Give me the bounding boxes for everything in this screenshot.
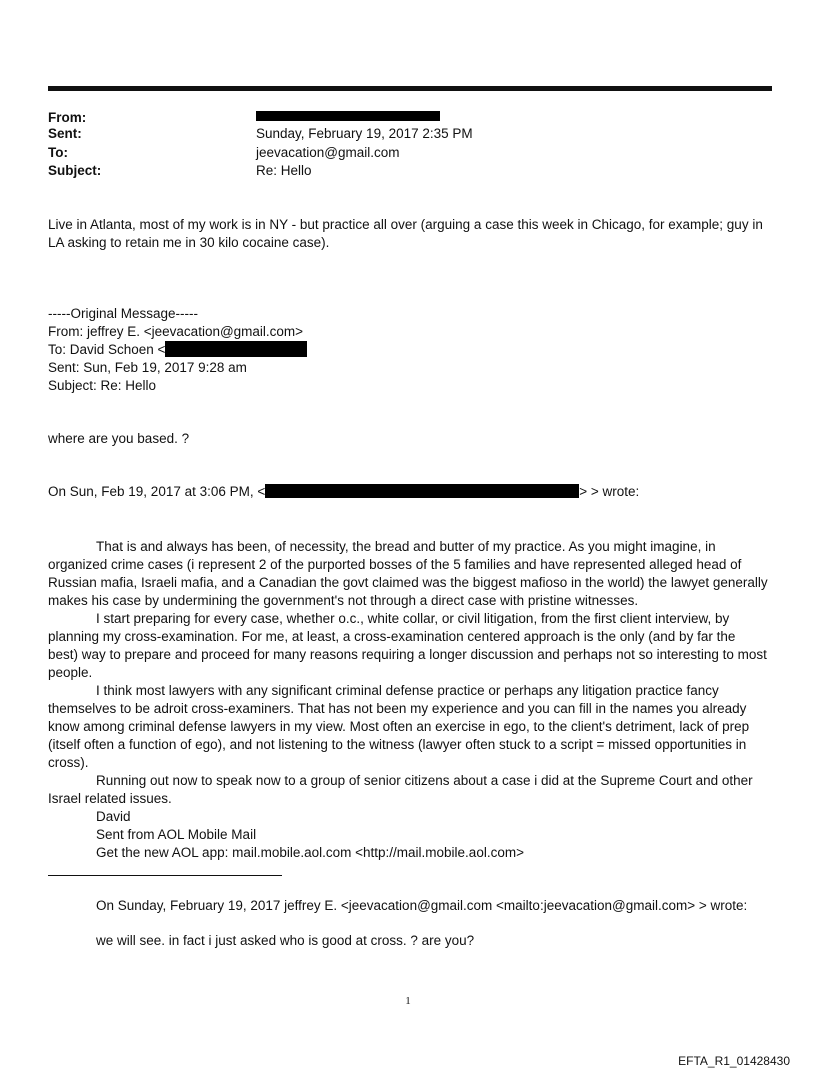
quote-line: Russian mafia, Israeli mafia, and a Canadian the govt claimed was the biggest mafioso in the world) the lawyet generally (48, 575, 768, 590)
original-body (48, 430, 770, 448)
quote-line: cross). (48, 755, 89, 770)
bates-number: EFTA_R1_01428430 (678, 1054, 790, 1068)
original-from: From: jeffrey E. <jeevacation@gmail.com> (48, 324, 304, 339)
nested-quote-intro (48, 897, 770, 915)
sent-value: Sunday, February 19, 2017 2:35 PM (256, 126, 473, 141)
original-to-redaction (165, 341, 307, 357)
original-body-line: where are you based. ? (48, 431, 190, 446)
quote-paragraph (48, 772, 770, 808)
from-redaction (256, 111, 440, 121)
quote-intro-prefix: On Sun, Feb 19, 2017 at 3:06 PM, < (48, 484, 266, 499)
quote-separator (48, 875, 282, 876)
sent-label: Sent: (48, 126, 82, 141)
quote-line: That is and always has been, of necessity, the bread and butter of my practice. As you might imagine, in (96, 539, 716, 554)
original-marker: -----Original Message----- (48, 306, 199, 321)
quote-paragraph (48, 538, 770, 610)
original-message-header (48, 305, 770, 395)
reply-line: Live in Atlanta, most of my work is in NY - but practice all over (arguing a case this week in Chicago, for example; guy in (48, 217, 763, 232)
quote-line: I think most lawyers with any significant criminal defense practice or perhaps any litigation practice fancy (96, 683, 719, 698)
quote-line: themselves to be adroit cross-examiners. That has not been my experience and you can fill in the names you already (48, 701, 747, 716)
to-label: To: (48, 145, 68, 160)
quote-line: best) way to prepare and proceed for many reasons requiring a longer discussion and perhaps not so interesting to most (48, 647, 767, 662)
from-label: From: (48, 110, 87, 125)
quote-intro-suffix: > > wrote: (579, 484, 640, 499)
nested-quote-body (48, 932, 770, 950)
signature: David (96, 809, 131, 824)
nested-body-line: we will see. in fact i just asked who is good at cross. ? are you? (96, 933, 475, 948)
original-subject: Subject: Re: Hello (48, 378, 157, 393)
original-sent: Sent: Sun, Feb 19, 2017 9:28 am (48, 360, 247, 375)
quote-line: organized crime cases (i represent 2 of the purported bosses of the 5 families and have represented alleged head of (48, 557, 742, 572)
quote-line: planning my cross-examination. For me, at least, a cross-examination centered approach is the only (and by far the (48, 629, 736, 644)
original-to-prefix: To: David Schoen < (48, 342, 166, 357)
quote-line: know among criminal defense lawyers in my view. Most often an exercise in ego, to the client's detriment, lack of prep (48, 719, 750, 734)
nested-intro-line: On Sunday, February 19, 2017 jeffrey E. <jeevacation@gmail.com <mailto:jeevacation@gmail.com> > wrote: (96, 898, 748, 913)
quote-line: (itself often a function of ego), and not listening to the witness (lawyer often stuck to a script = missed opportunities in (48, 737, 747, 752)
subject-value: Re: Hello (256, 163, 312, 178)
header-rule (48, 86, 772, 91)
page-number: 1 (405, 995, 411, 1007)
reply-body (48, 216, 770, 252)
quote-paragraph (48, 610, 770, 682)
quote-line: I start preparing for every case, whether o.c., white collar, or civil litigation, from the first client interview, by (96, 611, 730, 626)
to-value: jeevacation@gmail.com (256, 145, 400, 160)
quote-paragraph (48, 682, 770, 772)
subject-label: Subject: (48, 163, 102, 178)
quote-intro-redaction (265, 484, 579, 498)
reply-line: LA asking to retain me in 30 kilo cocaine case). (48, 235, 330, 250)
original-to (48, 341, 770, 359)
sent-from-aol: Sent from AOL Mobile Mail (96, 827, 257, 842)
quote-body (48, 538, 770, 862)
quote-line: makes his case by undermining the government's not through a direct case with pristine witnesses. (48, 593, 639, 608)
quote-line: Israel related issues. (48, 791, 172, 806)
aol-app-link[interactable]: Get the new AOL app: mail.mobile.aol.com <http://mail.mobile.aol.com> (96, 845, 524, 860)
quote-line: Running out now to speak now to a group of senior citizens about a case i did at the Supreme Court and other (96, 773, 753, 788)
quote-intro (48, 483, 770, 501)
quote-line: people. (48, 665, 93, 680)
